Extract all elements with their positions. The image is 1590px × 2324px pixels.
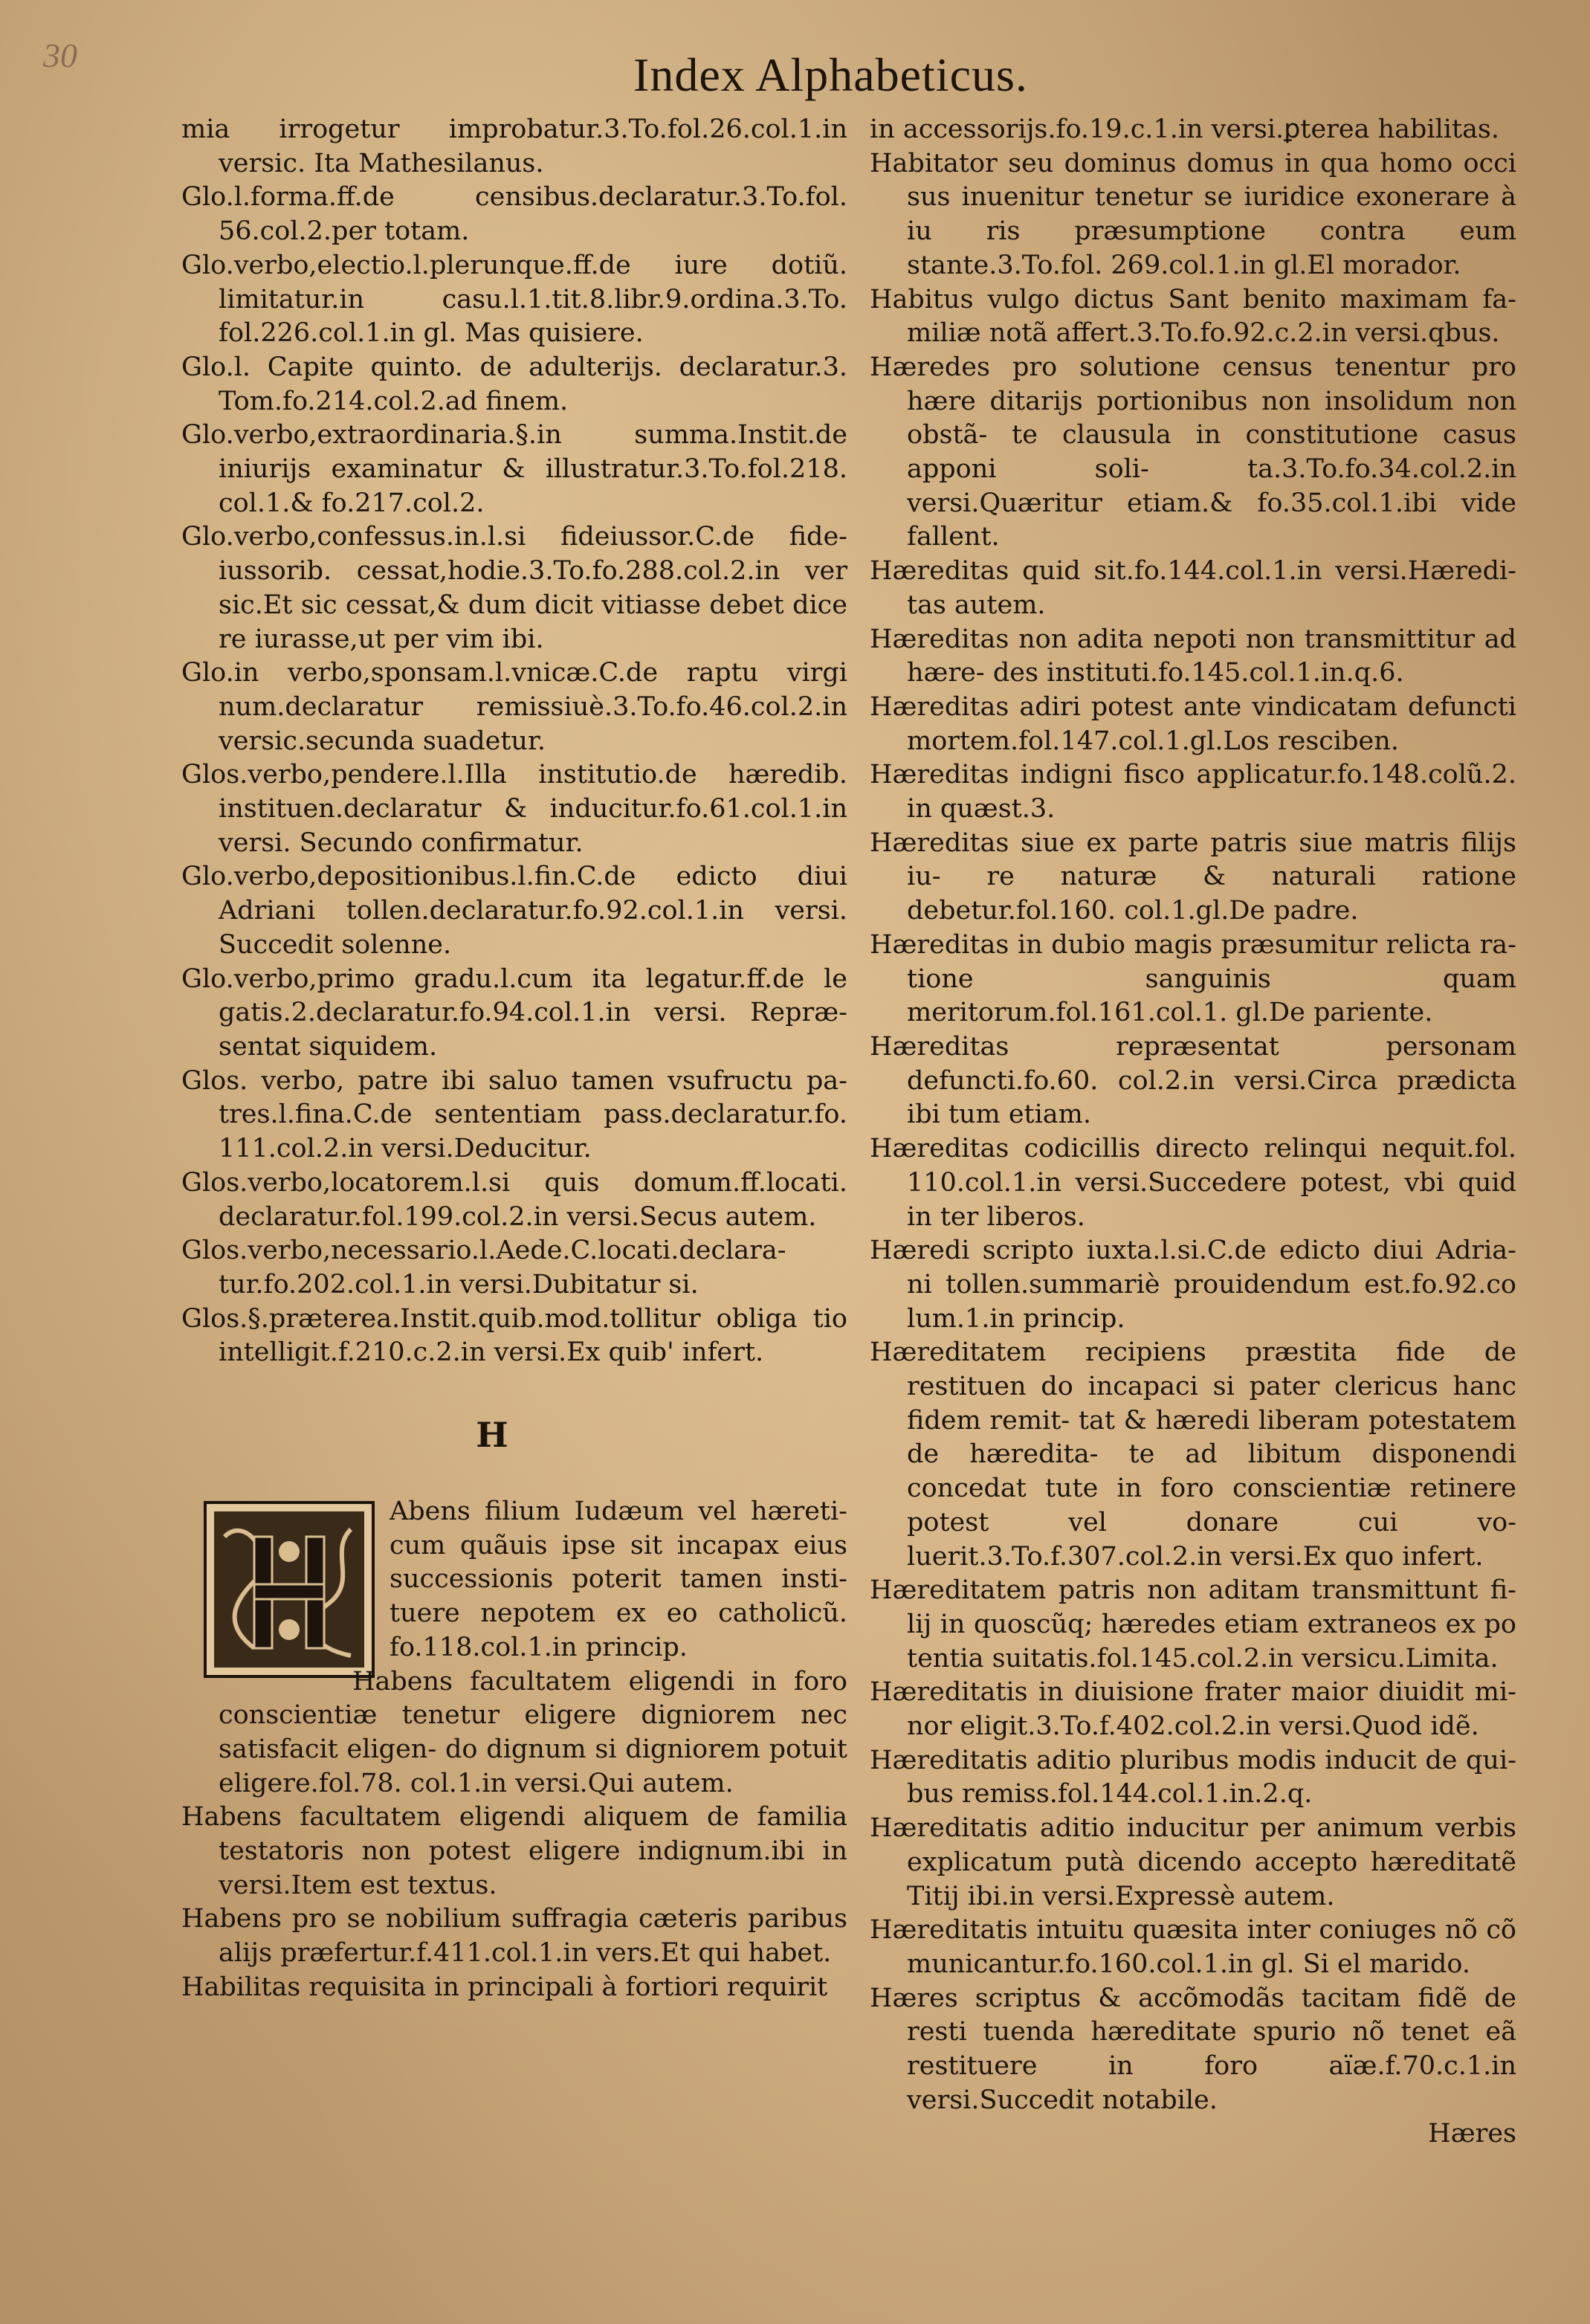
index-entry: Hæreditas in dubio magis præsumitur relicta ra- tione sanguinis quam meritorum.fol.161.col.1. gl.De pariente. (870, 929, 1516, 1028)
index-entry: Glo.verbo,electio.l.plerunque.ff.de iure dotiũ. limitatur.in casu.l.1.tit.8.libr.9.ordina.3.To. fol.226.col.1.in gl. Mas quisiere. (181, 250, 847, 349)
index-entry: Habitus vulgo dictus Sant benito maximam fa- miliæ notã affert.3.To.fo.92.c.2.in versi.qbus. (870, 284, 1516, 349)
index-entry: mia irrogetur improbatur.3.To.fol.26.col.1.in versic. Ita Mathesilanus. (181, 114, 847, 178)
index-entry: Glos.verbo,pendere.l.Illa institutio.de hæredib. instituen.declaratur & inducitur.fo.61.col.1.in versi. Secundo confirmatur. (181, 760, 847, 858)
index-entry: Hæreditas indigni fisco applicatur.fo.148.colũ.2. in quæst.3. (870, 760, 1516, 824)
index-entry: Hæredes pro solutione census tenentur pro hære ditarijs portionibus non insolidum non obstã- te clausula in constitutione casus apponi soli- ta.3.To.fo.34.col.2.in versi.Quæritur etiam.& fo.35.col.1.ibi vide fallent. (870, 352, 1516, 552)
ornamental-initial-icon (210, 1507, 369, 1672)
left-column (181, 113, 847, 2005)
index-entry: Hæreditatis in diuisione frater maior diuidit mi- nor eligit.3.To.f.402.col.2.in versi.Quod idẽ. (870, 1677, 1516, 1742)
index-entry: Glos.§.præterea.Instit.quib.mod.tollitur obliga tio intelligit.f.210.c.2.in versi.Ex quib' infert. (181, 1303, 847, 1368)
index-entry: Hæredi scripto iuxta.l.si.C.de edicto diui Adria- ni tollen.summariè prouidendum est.fo.92.co lum.1.in princip. (870, 1236, 1516, 1334)
index-entry: Glos. verbo, patre ibi saluo tamen vsufructu pa- tres.l.fina.C.de sententiam pass.declaratur.fo. 111.col.2.in versi.Deducitur. (181, 1065, 847, 1164)
index-entry: Hæreditatem patris non aditam transmittunt fi- lij in quoscũq; hæredes etiam extraneos ex po tentia suitatis.fol.145.col.2.in versicu.Limita. (870, 1575, 1516, 1673)
index-entry: Hæres scriptus & accõmodãs tacitam fidẽ de resti tuenda hæreditate spurio nõ tenet eã restituere in foro aïæ.f.70.c.1.in versi.Succedit notabile. (870, 1983, 1516, 2115)
index-entry: Hæreditas quid sit.fo.144.col.1.in versi.Hæredi- tas autem. (870, 556, 1516, 620)
page-number: 30 (43, 36, 77, 74)
index-entry: Glo.in verbo,sponsam.l.vnicæ.C.de raptu virgi num.declaratur remissiuè.3.To.fo.46.col.2.in versic.secunda suadetur. (181, 658, 847, 756)
index-entry: Hæreditas adiri potest ante vindicatam defuncti mortem.fol.147.col.1.gl.Los resciben. (870, 691, 1516, 756)
index-entry: Glos.verbo,locatorem.l.si quis domum.ff.locati. declaratur.fol.199.col.2.in versi.Secus autem. (181, 1167, 847, 1232)
index-entry: Hæreditas repræsentat personam defuncti.fo.60. col.2.in versi.Circa prædicta ibi tum etiam. (870, 1031, 1516, 1130)
index-entry: Habens facultatem eligendi aliquem de familia testatoris non potest eligere indignum.ibi in versi.Item est textus. (181, 1802, 847, 1900)
index-entry: Glos.verbo,necessario.l.Aede.C.locati.declara- tur.fo.202.col.1.in versi.Dubitatur si. (181, 1236, 786, 1300)
drop-cap-entry (181, 1495, 847, 1665)
right-column (870, 113, 1516, 2152)
index-entry: Hæreditas codicillis directo relinqui nequit.fol. 110.col.1.in versi.Succedere potest, vbi quid in ter liberos. (870, 1134, 1516, 1232)
decorated-initial-h (204, 1501, 375, 1678)
index-entry: Glo.verbo,depositionibus.l.fin.C.de edicto diui Adriani tollen.declaratur.fo.92.col.1.in versi. Succedit solenne. (181, 862, 847, 960)
index-entry: Hæreditatis aditio inducitur per animum verbis explicatum putà dicendo accepto hæreditatẽ Titij ibi.in versi.Expressè autem. (870, 1813, 1516, 1911)
index-entry: Glo.l.forma.ff.de censibus.declaratur.3.To.fol. 56.col.2.per totam. (181, 182, 847, 247)
section-letter-heading: H (476, 1415, 508, 1456)
catchword: Hæres (1428, 2119, 1516, 2149)
index-entry: Glo.l. Capite quinto. de adulterijs. declaratur.3. Tom.fo.214.col.2.ad finem. (181, 352, 847, 416)
index-entry: Habilitas requisita in principali à fortiori requirit (181, 1972, 828, 2002)
index-entry: Glo.verbo,extraordinaria.§.in summa.Instit.de iniurijs examinatur & illustratur.3.To.fol.218. col.1.& fo.217.col.2. (181, 420, 847, 518)
index-entry: Glo.verbo,primo gradu.l.cum ita legatur.ff.de le gatis.2.declaratur.fo.94.col.1.in versi. Repræ- sentat siquidem. (181, 964, 847, 1062)
index-entry: Hæreditatem recipiens præstita fide de restituen do incapaci si pater clericus hanc fidem remit- tat & hæredi liberam potestatem de hæredita- te ad libitum disponendi concedat tute in foro conscientiæ retinere potest vel donare cui vo- luerit.3.To.f.307.col.2.in versi.Ex quo infert. (870, 1337, 1516, 1572)
drop-cap-entry-text: Abens filium Iudæum vel hæreti- cum quãuis ipse sit incapax eius successionis poterit tamen insti- tuere nepotem ex eo catholicũ. fo.118.col.1.in princip. (390, 1497, 847, 1662)
index-entry: Habens pro se nobilium suffragia cæteris paribus alijs præfertur.f.411.col.1.in vers.Et qui habet. (181, 1904, 847, 1969)
index-entry: Hæreditas non adita nepoti non transmittitur ad hære- des instituti.fo.145.col.1.in.q.6. (870, 624, 1516, 688)
index-entry: Glo.verbo,confessus.in.l.si fideiussor.C.de fide- iussorib. cessat,hodie.3.To.fo.288.col.2.in ver sic.Et sic cessat,& dum dicit vitiasse debet dice re iurasse,ut per vim ibi. (181, 522, 847, 654)
index-entry: Hæreditatis intuitu quæsita inter coniuges nõ cõ municantur.fo.160.col.1.in gl. Si el marido. (870, 1915, 1516, 1979)
index-entry: Habitator seu dominus domus in qua homo occi sus inuenitur tenetur se iuridice exonerare à iu ris præsumptione contra eum stante.3.To.fol. 269.col.1.in gl.El morador. (870, 148, 1516, 280)
index-entry: in accessorijs.fo.19.c.1.in versi.ꝑterea habilitas. (870, 114, 1500, 144)
index-entry: Hæreditatis aditio pluribus modis inducit de qui- bus remiss.fol.144.col.1.in.2.q. (870, 1745, 1516, 1810)
running-head: Index Alphabeticus. (633, 48, 1028, 101)
index-entry: Hæreditas siue ex parte patris siue matris filijs iu- re naturæ & naturali ratione debetur.fol.160. col.1.gl.De padre. (870, 827, 1516, 926)
index-entry: Habens facultatem eligendi in foro conscientiæ tenetur eligere digniorem nec satisfacit eligen- do dignum si digniorem potuit eligere.fol.78. col.1.in versi.Qui autem. (219, 1666, 847, 1798)
